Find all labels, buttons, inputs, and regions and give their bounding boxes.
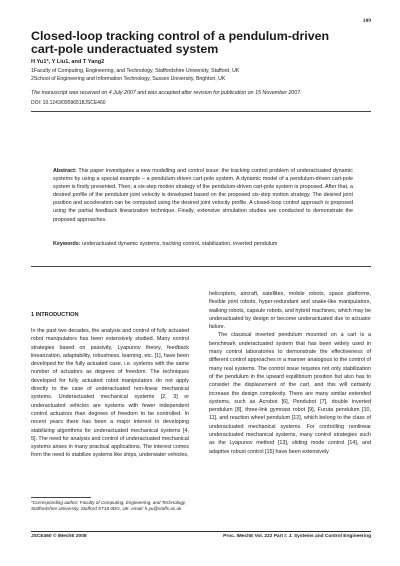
keywords (53, 241, 353, 249)
right-column (209, 290, 371, 456)
body-paragraph: In the past two decades, the analysis and control of fully actuated robot manipulators has been extensively studied. Many control strategies based on passivity, Lyapunov theory, feedback linearization, adaptability, robustness, learning, etc. [1], have been developed for the fully actuated case, i.e. systems with the same number of actuators as degrees of freedom. The techniques developed for fully actuated robot manipulators do not apply directly to the case of underactuated non-linear mechanical systems. Underactuated mechanical systems [2, 3] or underactuated vehicles are systems with fewer independent control actuators than degrees of freedom to be controlled. In recent years there has been a major interest in developing stabilizing algorithms for underactuated mechanical systems [4, 5]. The need for analysis and control of underactuated mechanical systems arises in many practical applications. The interest comes from the need to stabilize systems like ships, underwater vehicles, (31, 328, 189, 459)
abstract (53, 167, 353, 224)
footer-right: Proc. IMechE Vol. 222 Part I: J. Systems and Control Engineering (223, 534, 371, 539)
paper-title: Closed-loop tracking control of a pendulum-driven cart-pole underactuated system (31, 29, 330, 56)
affiliation-1: 1Faculty of Computing, Engineering, and Technology, Staffordshire University, Stafford, UK (31, 68, 240, 74)
body-paragraph: helicopters, aircraft, satellites, mobile robots, space platforms, flexible joint robots, hyper-redundant and snake-like manipulators, walking robots, capsule robots, and hybrid machines, which may be underactuated by design or become underactuated due to actuator failure. (209, 291, 371, 331)
abstract-divider (31, 266, 371, 267)
body-paragraph: The classical inverted pendulum mounted on a cart is a benchmark underactuated system that has been widely used in many control laboratories to demonstrate the effectiveness of different control approaches in a manner analogous to the control of many real systems. The control issue requires not only stabilization of the pendulum in the upward equilibrium position but also has to consider the displacement of the cart, and this will certainly increase the design complexity. There are many similar extended systems, such as Acrobot [6], Pendubot [7], double inverted pendulum [8], three-link gymnast robot [9], Furuta pendulum [10, 11], and reaction wheel pendulum [12], which belong to the class of underactuated mechanical systems. For controlling nonlinear underactuated mechanical systems, many control strategies such as the Lyapunov method [13], sliding mode control [14], and adaptive robust control [15] have been extensively (209, 332, 371, 455)
abstract-label: Abstract: (53, 168, 77, 174)
corresponding-author-footnote: *Corresponding author: Faculty of Computing, Engineering, and Technology, Staffordshire University, Stafford ST18 0DG, UK. email: h.yu@staffs.ac.uk (31, 500, 187, 512)
author-list: H Yu1*, Y Liu1, and T Yang2 (31, 59, 105, 65)
keywords-text: underactuated dynamic systems, tracking control, stabilization, inverted pendulum (82, 241, 278, 247)
affiliation-2: 2School of Engineering and Information Technology, Sussex University, Brighton, UK (31, 76, 226, 82)
header-divider (31, 111, 371, 112)
section-heading: 1 INTRODUCTION (31, 312, 79, 318)
left-column (31, 290, 189, 460)
footer-divider (31, 531, 371, 532)
page-number: 109 (362, 18, 371, 24)
footnote-divider (31, 497, 91, 498)
doi-line: DOI: 10.1243/09596518JSCE460 (31, 100, 106, 106)
footer-left: JSCE460 © IMechE 2008 (31, 534, 87, 539)
abstract-text: This paper investigates a new modelling and control issue: the tracking control problem of underactuated dynamic systems by using a special example – a pendulum-driven cart-pole system. A dynamic model of a pendulum-driven cart-pole system is firstly presented. Then, a six-step motion strategy of the pendulum-driven cart-pole system is proposed. After that, a desired profile of the pendulum joint velocity is developed based on the proposed six-step motion strategy. The desired joint position and acceleration can be computed using the desired joint velocity profile. A closed-loop control approach is proposed using the partial feedback linearization technique. Finally, extensive simulation studies are conducted to demonstrate the proposed approaches. (53, 168, 353, 223)
manuscript-history: The manuscript was received on 4 July 2007 and was accepted after revision for publication on 15 November 2007. (31, 90, 302, 96)
keywords-label: Keywords: (53, 241, 81, 247)
